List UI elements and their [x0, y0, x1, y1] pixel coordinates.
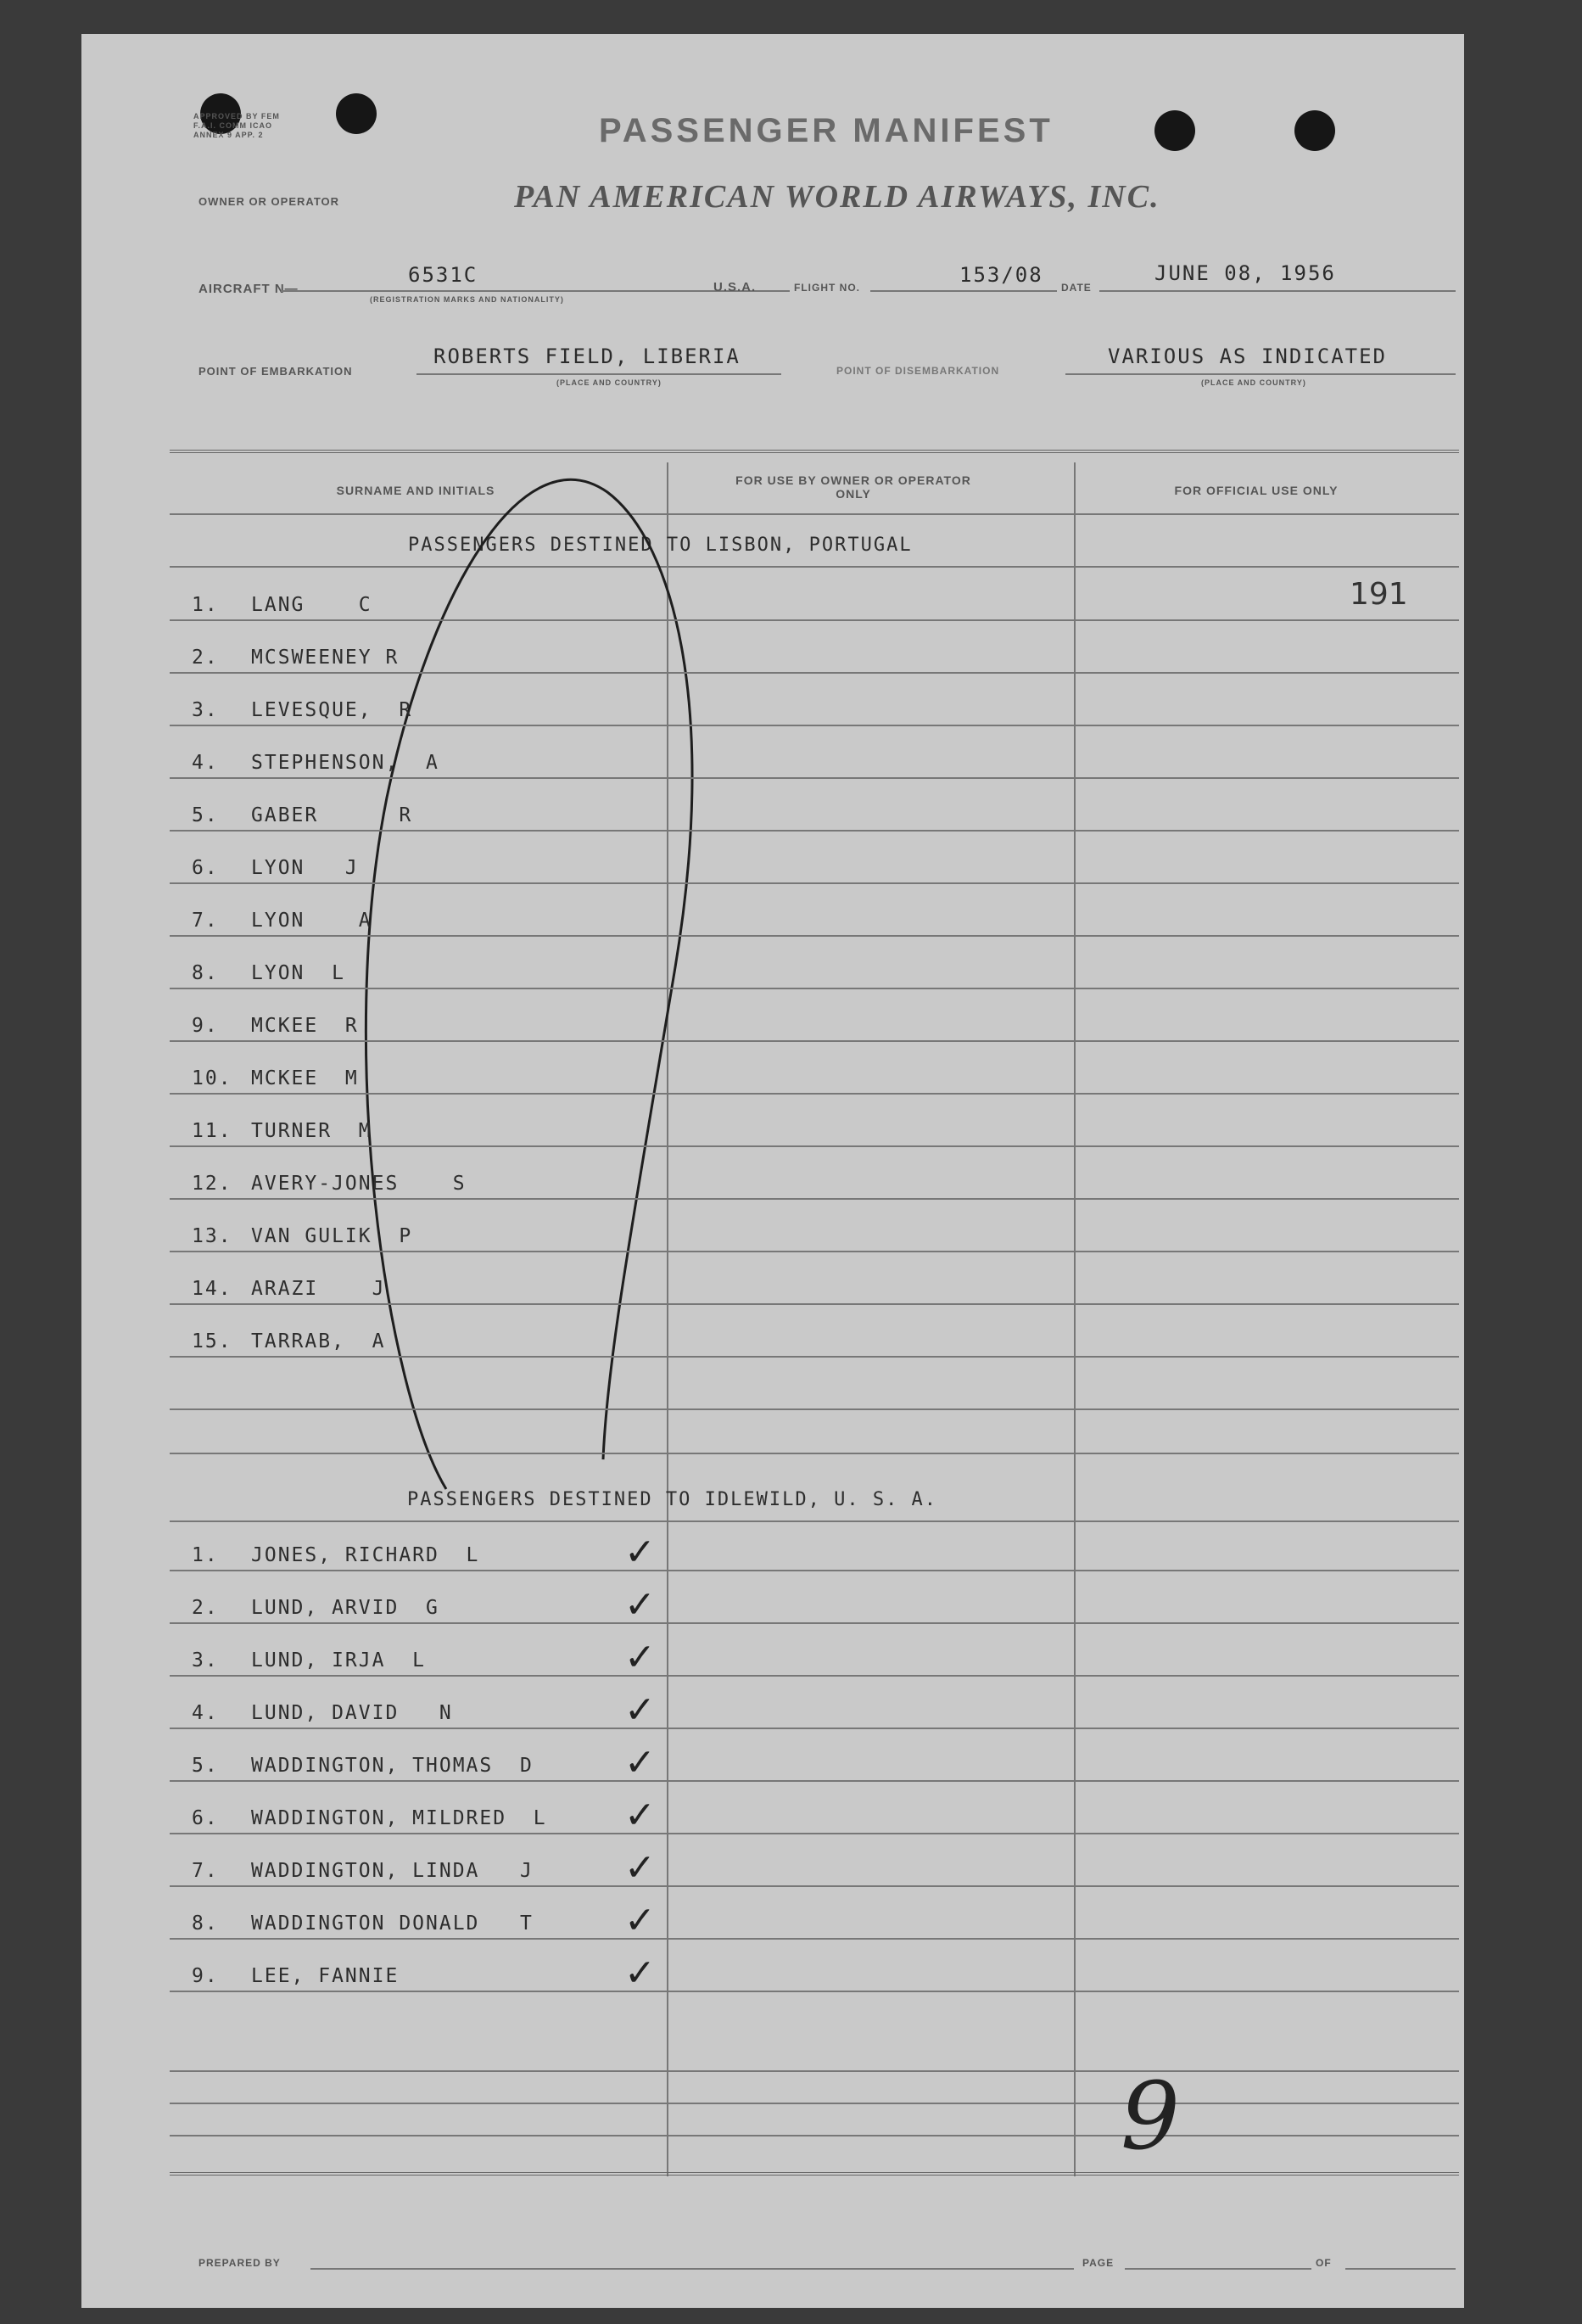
passenger-number: 1. [192, 594, 219, 616]
passenger-row [192, 1597, 439, 1619]
handwritten-count: 9 [1121, 2062, 1180, 2170]
passenger-number: 7. [192, 1860, 219, 1882]
passenger-number: 4. [192, 1702, 219, 1724]
aircraft-value: 6531C [408, 263, 478, 287]
passenger-number: 9. [192, 1015, 219, 1037]
passenger-row [192, 647, 399, 669]
flight-label: FLIGHT NO. [794, 282, 860, 294]
manifest-page [81, 34, 1464, 2308]
embarkation-label: POINT OF EMBARKATION [198, 365, 353, 378]
passenger-number: 7. [192, 910, 219, 932]
passenger-name: JONES, RICHARD L [251, 1544, 480, 1566]
passenger-number: 8. [192, 1912, 219, 1935]
passenger-row [192, 1120, 372, 1142]
registration-caption: (REGISTRATION MARKS AND NATIONALITY) [370, 295, 564, 304]
check-mark-icon: ✓ [624, 1741, 656, 1784]
row-rule [170, 830, 1459, 832]
passenger-name: MCKEE R [251, 1015, 359, 1037]
row-rule [170, 672, 1459, 674]
section-heading-lisbon: PASSENGERS DESTINED TO LISBON, PORTUGAL [408, 535, 913, 556]
row-rule [170, 1145, 1459, 1147]
section-heading-idlewild: PASSENGERS DESTINED TO IDLEWILD, U. S. A. [407, 1489, 938, 1510]
passenger-number: 1. [192, 1544, 219, 1566]
passenger-name: TURNER M [251, 1120, 372, 1142]
passenger-number: 6. [192, 1807, 219, 1829]
row-rule [170, 1453, 1459, 1454]
passenger-number: 9. [192, 1965, 219, 1987]
row-rule [170, 1991, 1459, 1992]
passenger-row [192, 857, 359, 879]
passenger-number: 4. [192, 752, 219, 774]
check-mark-icon: ✓ [624, 1899, 656, 1942]
disembarkation-value: VARIOUS AS INDICATED [1108, 344, 1387, 368]
passenger-name: WADDINGTON, MILDRED L [251, 1807, 547, 1829]
passenger-name: GABER R [251, 804, 413, 826]
disembarkation-caption: (PLACE AND COUNTRY) [1201, 378, 1306, 387]
disembarkation-label: POINT OF DISEMBARKATION [836, 365, 1000, 377]
passenger-name: WADDINGTON DONALD T [251, 1912, 534, 1935]
row-rule [170, 725, 1459, 726]
row-rule [170, 935, 1459, 937]
row-rule [170, 1570, 1459, 1571]
of-label: OF [1316, 2257, 1332, 2269]
passenger-number: 13. [192, 1225, 232, 1247]
passenger-row [192, 1860, 534, 1882]
passenger-row [192, 1330, 385, 1352]
passenger-name: LANG C [251, 594, 372, 616]
passenger-number: 5. [192, 1755, 219, 1777]
owner-label: OWNER OR OPERATOR [198, 195, 340, 208]
passenger-row [192, 1912, 534, 1935]
check-mark-icon: ✓ [624, 1794, 656, 1837]
check-mark-icon: ✓ [624, 1846, 656, 1890]
row-rule [170, 1622, 1459, 1624]
passenger-number: 2. [192, 1597, 219, 1619]
prepared-by-label: PREPARED BY [198, 2257, 281, 2269]
passenger-name: LYON J [251, 857, 359, 879]
company-name: PAN AMERICAN WORLD AIRWAYS, INC. [514, 179, 1160, 215]
passenger-row [192, 1965, 399, 1987]
date-label: DATE [1061, 282, 1092, 294]
passenger-row [192, 910, 372, 932]
row-rule [170, 1675, 1459, 1677]
passenger-row [192, 804, 412, 826]
passenger-row [192, 962, 345, 984]
passenger-row [192, 1067, 359, 1089]
row-rule [170, 988, 1459, 989]
passenger-name: LUND, IRJA L [251, 1649, 427, 1672]
passenger-number: 5. [192, 804, 219, 826]
passenger-row [192, 1015, 359, 1037]
row-rule [170, 1303, 1459, 1305]
passenger-name: LYON A [251, 910, 372, 932]
col-header-owner: FOR USE BY OWNER OR OPERATOR ONLY [735, 473, 971, 501]
approved-note: APPROVED BY FEM F.A.I. COMM ICAO ANNEX 9 APP. 2 [193, 112, 280, 139]
passenger-name: WADDINGTON, THOMAS D [251, 1755, 534, 1777]
passenger-name: LUND, ARVID G [251, 1597, 439, 1619]
row-rule [170, 619, 1459, 621]
row-rule [170, 1780, 1459, 1782]
passenger-name: TARRAB, A [251, 1330, 386, 1352]
passenger-name: LEVESQUE, R [251, 699, 413, 721]
passenger-row [192, 1755, 534, 1777]
passenger-number: 10. [192, 1067, 232, 1089]
check-mark-icon: ✓ [624, 1952, 656, 1995]
check-mark-icon: ✓ [624, 1688, 656, 1732]
passenger-number: 3. [192, 1649, 219, 1672]
passenger-number: 12. [192, 1173, 232, 1195]
passenger-name: STEPHENSON, A [251, 752, 439, 774]
row-rule [170, 1198, 1459, 1200]
row-rule [170, 1251, 1459, 1252]
row-rule [170, 777, 1459, 779]
passenger-row [192, 1649, 426, 1672]
passenger-name: MCSWEENEY R [251, 647, 400, 669]
passenger-number: 14. [192, 1278, 232, 1300]
row-rule [170, 1938, 1459, 1940]
flight-value: 153/08 [959, 263, 1043, 287]
passenger-number: 2. [192, 647, 219, 669]
row-rule [170, 1040, 1459, 1042]
col-header-surname: SURNAME AND INITIALS [336, 484, 495, 497]
col-header-official: FOR OFFICIAL USE ONLY [1174, 484, 1339, 497]
form-title: PASSENGER MANIFEST [599, 112, 1054, 149]
passenger-name: LEE, FANNIE [251, 1965, 400, 1987]
passenger-name: LYON L [251, 962, 345, 984]
aircraft-label: AIRCRAFT N— [198, 282, 299, 296]
row-rule [170, 1408, 1459, 1410]
passenger-row [192, 699, 412, 721]
check-mark-icon: ✓ [624, 1636, 656, 1679]
passenger-row [192, 1807, 547, 1829]
passenger-row [192, 1225, 412, 1247]
passenger-number: 8. [192, 962, 219, 984]
passenger-name: WADDINGTON, LINDA J [251, 1860, 534, 1882]
page-label: PAGE [1082, 2257, 1115, 2269]
row-rule [170, 1885, 1459, 1887]
row-rule [170, 1356, 1459, 1358]
passenger-row [192, 752, 439, 774]
row-rule [170, 882, 1459, 884]
passenger-name: MCKEE M [251, 1067, 359, 1089]
embarkation-caption: (PLACE AND COUNTRY) [556, 378, 662, 387]
passenger-number: 15. [192, 1330, 232, 1352]
passenger-row [192, 1278, 385, 1300]
date-value: JUNE 08, 1956 [1154, 261, 1336, 285]
row-rule [170, 1728, 1459, 1729]
embarkation-value: ROBERTS FIELD, LIBERIA [433, 344, 741, 368]
row-rule [170, 1833, 1459, 1834]
official-number: 191 [1350, 577, 1408, 612]
usa-label: U.S.A. [713, 280, 757, 294]
passenger-row [192, 594, 372, 616]
passenger-row [192, 1544, 479, 1566]
check-mark-icon: ✓ [624, 1583, 656, 1627]
passenger-name: VAN GULIK P [251, 1225, 413, 1247]
check-mark-icon: ✓ [624, 1531, 656, 1574]
passenger-number: 6. [192, 857, 219, 879]
passenger-number: 3. [192, 699, 219, 721]
passenger-number: 11. [192, 1120, 232, 1142]
passenger-row [192, 1173, 467, 1195]
row-rule [170, 1093, 1459, 1095]
passenger-row [192, 1702, 453, 1724]
passenger-name: LUND, DAVID N [251, 1702, 453, 1724]
passenger-name: AVERY-JONES S [251, 1173, 467, 1195]
passenger-name: ARAZI J [251, 1278, 386, 1300]
